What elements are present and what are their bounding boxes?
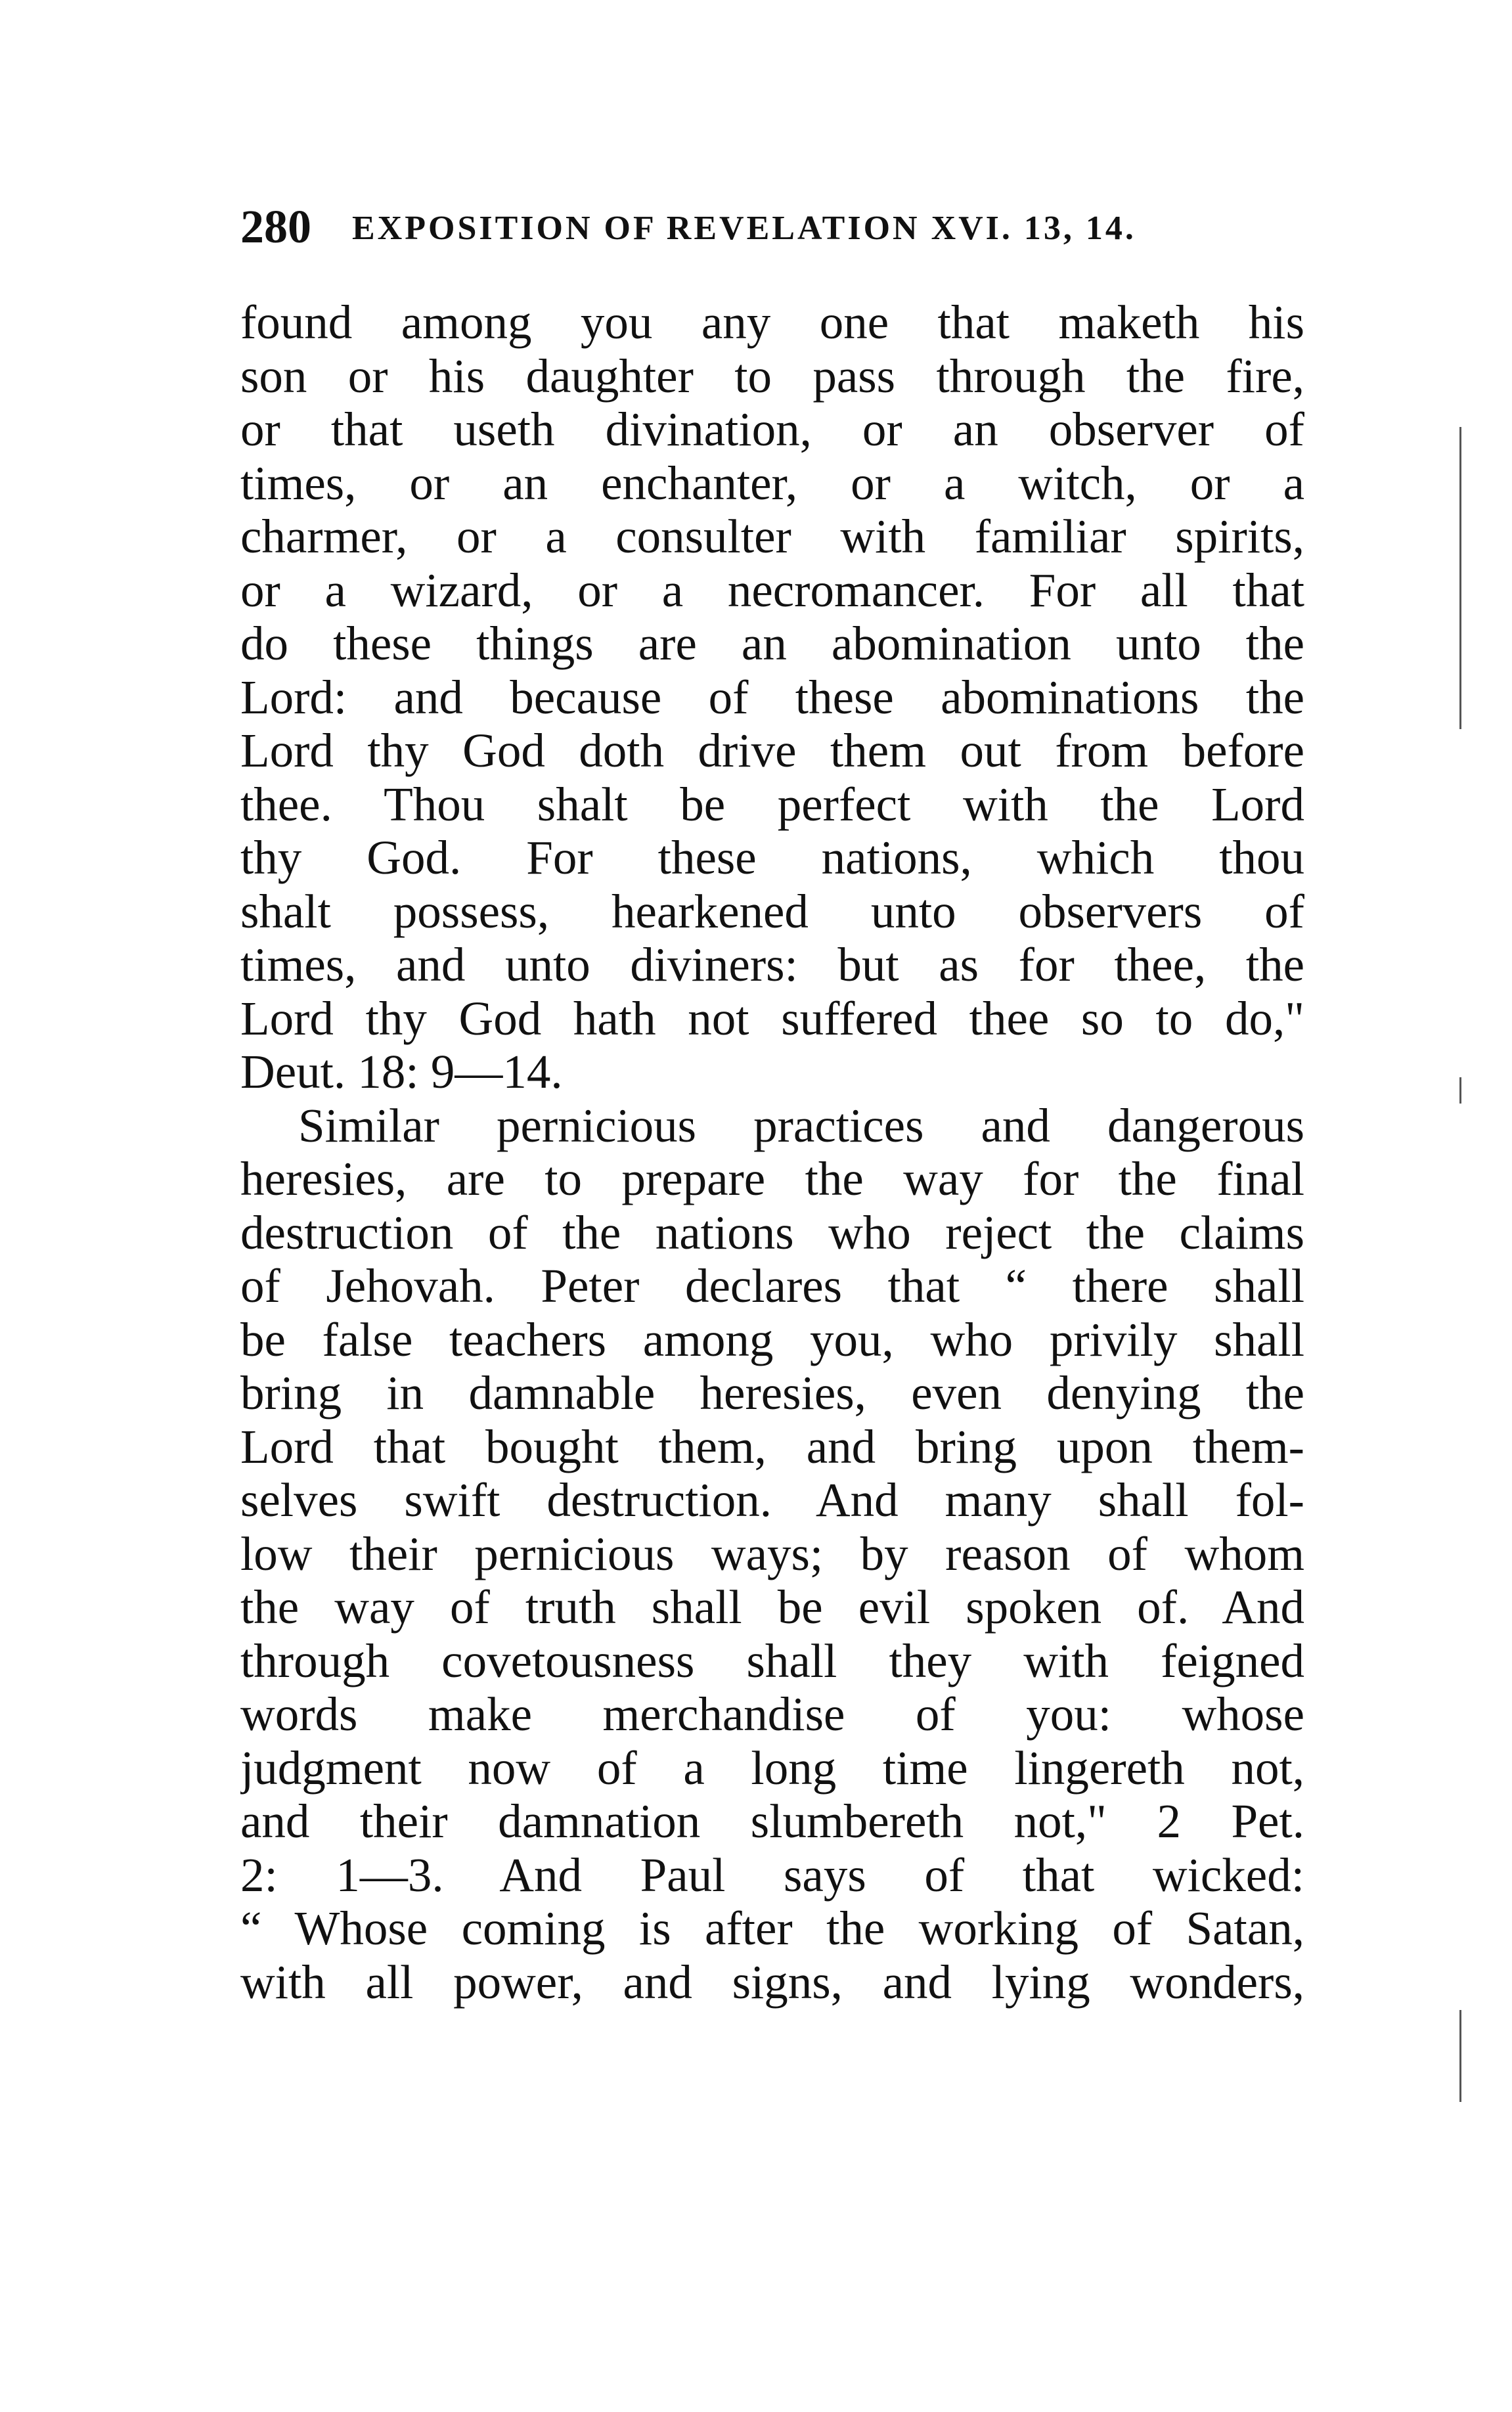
margin-scan-mark [1459, 1077, 1461, 1104]
text-line: son or his daughter to pass through the fire, [240, 349, 1304, 403]
text-line: 2: 1—3. And Paul says of that wicked: [240, 1848, 1304, 1902]
paragraph-start-line: Similar pernicious practices and dangerous [298, 1098, 1304, 1152]
text-line: or a wizard, or a necromancer. For all that [240, 563, 1304, 617]
text-line: and their damnation slumbereth not," 2 Pet. [240, 1795, 1304, 1848]
text-line: shalt possess, hearkened unto observers of [240, 884, 1304, 938]
text-line: Lord thy God doth drive them out from before [240, 724, 1304, 777]
text-line: Lord that bought them, and bring upon them- [240, 1419, 1304, 1473]
text-line: times, and unto diviners: but as for thee, the [240, 938, 1304, 991]
text-line: destruction of the nations who reject the claims [240, 1205, 1304, 1259]
text-line: “ Whose coming is after the working of Satan, [240, 1902, 1304, 1955]
text-line: through covetousness shall they with feigned [240, 1634, 1304, 1687]
margin-scan-mark [1459, 2010, 1461, 2102]
text-line: heresies, are to prepare the way for the final [240, 1152, 1304, 1205]
text-line: be false teachers among you, who privily shall [240, 1312, 1304, 1366]
text-line: bring in damnable heresies, even denying the [240, 1366, 1304, 1419]
body-text [240, 296, 1304, 2009]
text-line: with all power, and signs, and lying wonders, [240, 1955, 1304, 2009]
text-line: Lord: and because of these abominations the [240, 670, 1304, 724]
text-line: of Jehovah. Peter declares that “ there shall [240, 1259, 1304, 1312]
text-line: or that useth divination, or an observer of [240, 403, 1304, 456]
text-line: found among you any one that maketh his [240, 296, 1304, 349]
text-line: charmer, or a consulter with familiar spirits, [240, 510, 1304, 563]
text-line: the way of truth shall be evil spoken of. And [240, 1580, 1304, 1634]
text-line: thy God. For these nations, which thou [240, 831, 1304, 884]
text-line: low their pernicious ways; by reason of whom [240, 1527, 1304, 1580]
text-line: Deut. 18: 9—14. [240, 1045, 563, 1098]
text-line: times, or an enchanter, or a witch, or a [240, 456, 1304, 510]
page-number: 280 [240, 200, 311, 253]
margin-scan-mark [1459, 427, 1461, 729]
text-line: selves swift destruction. And many shall fol- [240, 1473, 1304, 1527]
running-title: EXPOSITION OF REVELATION XVI. 13, 14. [352, 210, 1136, 247]
text-line: words make merchandise of you: whose [240, 1687, 1304, 1741]
running-head [240, 197, 1318, 256]
margin-scan-mark [1459, 696, 1461, 723]
text-line: Lord thy God hath not suffered thee so to do," [240, 991, 1304, 1045]
text-line: thee. Thou shalt be perfect with the Lord [240, 777, 1304, 831]
text-line: do these things are an abomination unto the [240, 617, 1304, 670]
text-line: judgment now of a long time lingereth not, [240, 1741, 1304, 1795]
